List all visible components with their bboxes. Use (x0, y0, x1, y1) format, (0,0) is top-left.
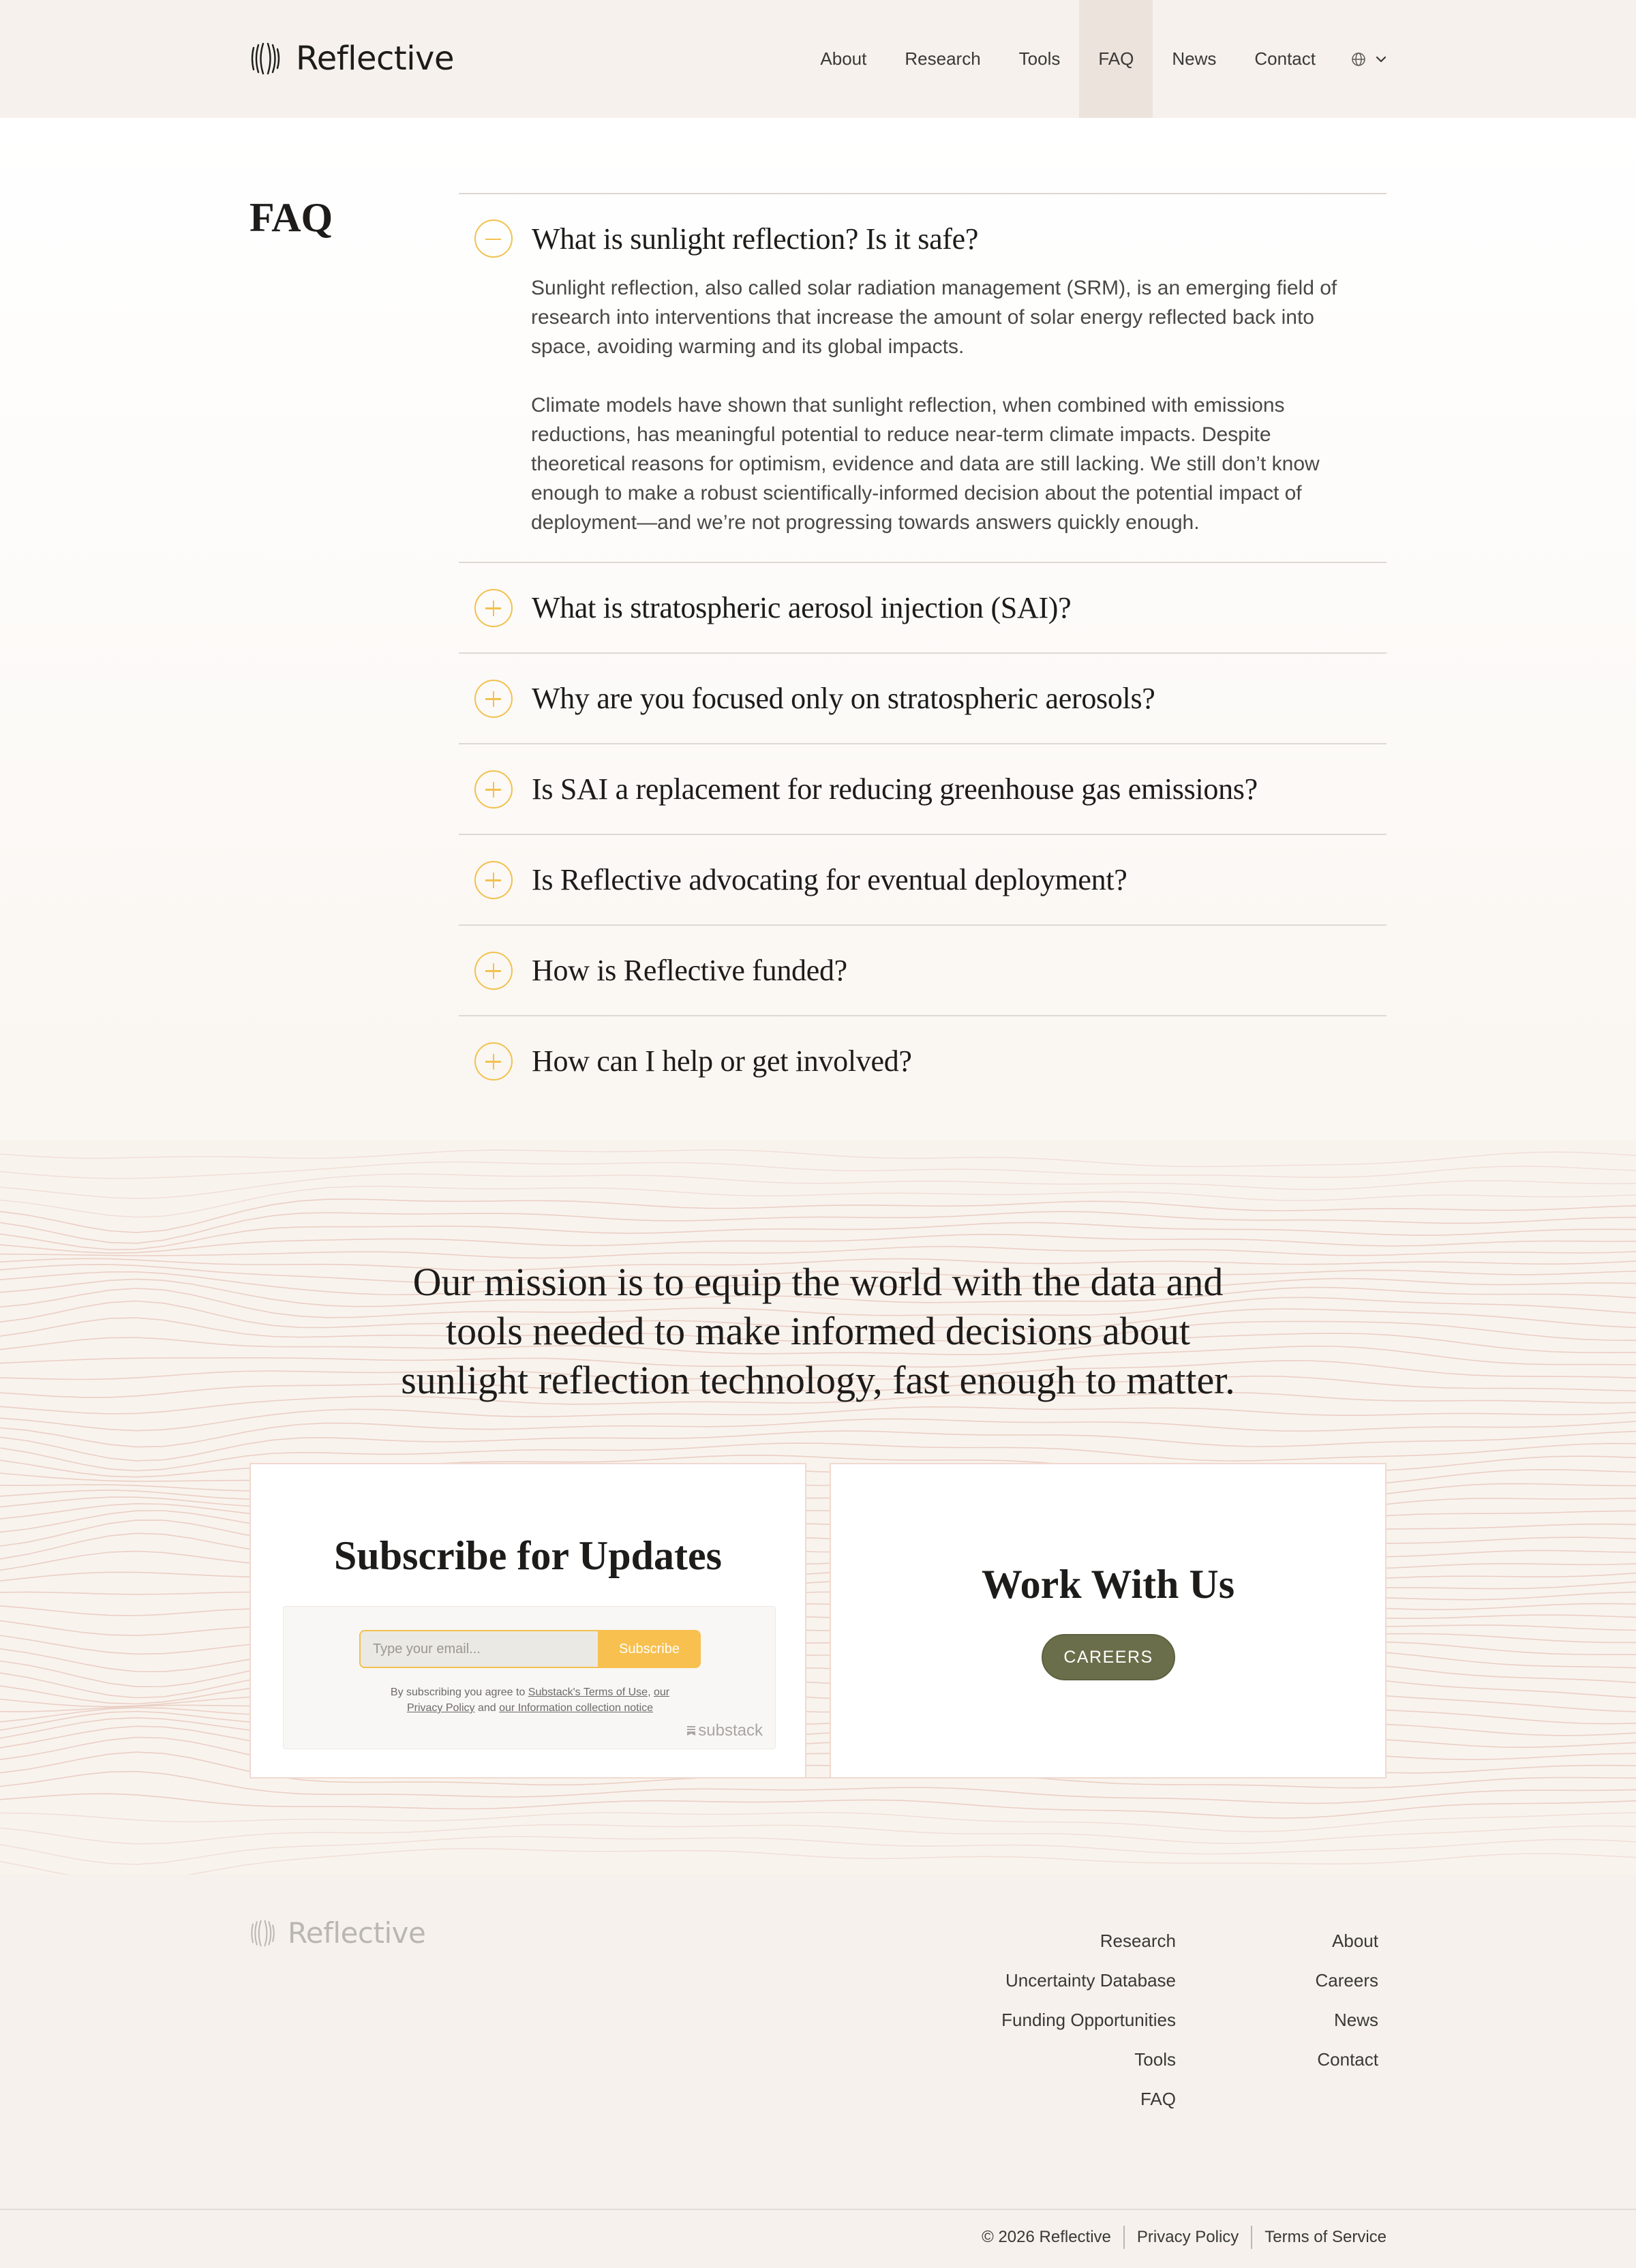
faq-question: Is Reflective advocating for eventual deployment? (532, 863, 1127, 896)
substack-badge[interactable] (687, 1721, 763, 1740)
faq-question-toggle[interactable] (459, 1016, 1387, 1106)
faq-question-toggle[interactable] (459, 654, 1387, 743)
subscribe-button[interactable]: Subscribe (598, 1630, 701, 1668)
reflective-logo-icon (249, 41, 282, 76)
copyright: © 2026 Reflective (982, 2228, 1111, 2246)
contour-line (0, 1235, 1636, 1254)
substack-terms-link[interactable]: Substack's Terms of Use (528, 1687, 648, 1698)
faq-item (459, 744, 1387, 835)
mission-line: tools needed to make informed decisions about (445, 1309, 1191, 1353)
work-title: Work With Us (981, 1562, 1235, 1607)
contour-line (0, 1211, 1636, 1243)
chevron-down-icon (1376, 56, 1387, 63)
collapse-icon[interactable] (474, 220, 513, 258)
contour-lines-background (0, 1140, 1636, 1875)
footer-link-contact[interactable]: Contact (1317, 2049, 1378, 2070)
faq-item (459, 563, 1387, 654)
nav-faq[interactable]: FAQ (1079, 0, 1153, 118)
work-with-us-card (830, 1463, 1387, 1779)
contour-line (0, 1674, 1636, 1706)
privacy-policy-link[interactable]: Privacy Policy (406, 1702, 475, 1714)
faq-answer (459, 273, 1387, 562)
faq-item (459, 926, 1387, 1016)
footer-link-faq[interactable]: FAQ (1140, 2089, 1176, 2109)
faq-section (0, 118, 1636, 1140)
subscribe-title: Subscribe for Updates (334, 1533, 722, 1578)
contour-line (0, 1688, 1636, 1712)
faq-answer-paragraph: Sunlight reflection, also called solar radiation management (SRM), is an emerging field of research into interventions that increase the amount of solar energy reflected back into space, avoiding warming and its global impacts. (531, 277, 1337, 358)
our-link[interactable]: our (653, 1687, 670, 1698)
faq-question-toggle[interactable] (459, 563, 1387, 652)
faq-question: How is Reflective funded? (532, 954, 847, 987)
substack-embed (283, 1606, 776, 1749)
careers-button[interactable]: CAREERS (1042, 1634, 1175, 1680)
footer-divider (0, 2209, 1636, 2210)
mission-line: Our mission is to equip the world with the data and (412, 1260, 1224, 1304)
contour-line (0, 1247, 1636, 1258)
nav-contact[interactable]: Contact (1254, 48, 1316, 69)
contour-line (0, 1572, 1636, 1589)
nav-news[interactable]: News (1172, 48, 1217, 69)
footer-link-about[interactable]: About (1332, 1931, 1378, 1951)
contour-line (0, 1504, 1636, 1533)
footer-link-careers[interactable]: Careers (1315, 1970, 1378, 1991)
footer-links-research (1001, 1921, 1176, 2119)
faq-question-toggle[interactable] (459, 194, 1387, 283)
subscribe-card (249, 1463, 806, 1779)
contour-line (0, 1752, 1636, 1788)
mission-line: sunlight reflection technology, fast enough to matter. (401, 1358, 1235, 1402)
contour-line (0, 1625, 1636, 1654)
footer-link-research[interactable]: Research (1100, 1931, 1176, 1951)
footer-links-about (1316, 1921, 1378, 2079)
contour-line (0, 1162, 1636, 1179)
terms-of-service-link[interactable]: Terms of Service (1264, 2228, 1387, 2246)
reflective-logo-icon (249, 1918, 277, 1948)
contour-line (0, 1642, 1636, 1687)
footer-link-funding-opportunities[interactable]: Funding Opportunities (1001, 2010, 1176, 2030)
faq-question: Why are you focused only on stratospheric aerosols? (532, 682, 1155, 715)
site-header (0, 0, 1636, 118)
contour-line (0, 1615, 1636, 1635)
subscribe-terms (338, 1684, 722, 1716)
faq-question: What is stratospheric aerosol injection (SAI)? (532, 591, 1072, 624)
mission-statement (0, 1258, 1636, 1405)
expand-icon[interactable] (474, 952, 513, 990)
contour-line (0, 1651, 1636, 1698)
faq-question: Is SAI a replacement for reducing greenhouse gas emissions? (532, 772, 1258, 806)
faq-question-toggle[interactable] (459, 926, 1387, 1015)
contour-line (0, 1150, 1636, 1166)
language-selector[interactable] (1335, 0, 1387, 118)
faq-question: What is sunlight reflection? Is it safe? (532, 222, 979, 256)
contour-line (0, 1497, 1636, 1523)
expand-icon[interactable] (474, 770, 513, 808)
privacy-policy-link[interactable]: Privacy Policy (1136, 2228, 1239, 2246)
expand-icon[interactable] (474, 680, 513, 718)
globe-icon (1351, 52, 1366, 67)
contour-line (0, 1849, 1636, 1875)
footer-brand-name: Reflective (288, 1916, 426, 1950)
terms-text: By subscribing you agree to (390, 1687, 528, 1698)
faq-accordion (459, 193, 1387, 1106)
contour-line (0, 1186, 1636, 1217)
contour-line (0, 1199, 1636, 1233)
contour-line (0, 1455, 1636, 1477)
main-nav (801, 0, 1387, 118)
contour-line (0, 1813, 1636, 1832)
nav-about[interactable]: About (820, 48, 867, 69)
footer-link-uncertainty-database[interactable]: Uncertainty Database (1005, 1970, 1176, 1991)
faq-item (459, 835, 1387, 926)
terms-text: and (474, 1702, 500, 1714)
expand-icon[interactable] (474, 861, 513, 899)
footer-link-tools[interactable]: Tools (1134, 2049, 1176, 2070)
substack-icon (687, 1726, 695, 1736)
site-footer (0, 1875, 1636, 2268)
brand-logo[interactable] (249, 40, 454, 78)
page-title: FAQ (249, 195, 333, 240)
contour-line (0, 1794, 1636, 1818)
mission-section (0, 1140, 1636, 1875)
contour-line (0, 1836, 1636, 1864)
faq-item (459, 654, 1387, 744)
faq-answer-paragraph: Climate models have shown that sunlight reflection, when combined with emissions reductions, has meaningful potential to reduce near-term climate impacts. Despite theoretical reasons for optimism, evidence and data are still lacking. We still don’t know enough to make a robust scientifically-informed decision about the potential impact of deployment—and we’re not progressing towards answers quickly enough. (531, 394, 1320, 534)
expand-icon[interactable] (474, 1042, 513, 1080)
collection-notice-link[interactable]: our Information collection notice (499, 1702, 654, 1714)
nav-tools[interactable]: Tools (1018, 48, 1061, 69)
contour-line (0, 1592, 1636, 1601)
faq-question-toggle[interactable] (459, 744, 1387, 834)
faq-item (459, 194, 1387, 563)
terms-text: , (648, 1687, 654, 1698)
contour-line (0, 1603, 1636, 1616)
email-input[interactable] (359, 1630, 599, 1668)
footer-legal (969, 2226, 1387, 2249)
brand-name: Reflective (296, 40, 454, 78)
contour-line (0, 1407, 1636, 1431)
contour-line (0, 1551, 1636, 1579)
faq-question-toggle[interactable] (459, 835, 1387, 924)
nav-research[interactable]: Research (905, 48, 981, 69)
footer-logo[interactable] (249, 1916, 425, 1950)
expand-icon[interactable] (474, 589, 513, 627)
faq-question: How can I help or get involved? (532, 1044, 912, 1078)
footer-link-news[interactable]: News (1333, 2010, 1378, 2030)
substack-label: substack (698, 1721, 763, 1740)
faq-item (459, 1016, 1387, 1106)
